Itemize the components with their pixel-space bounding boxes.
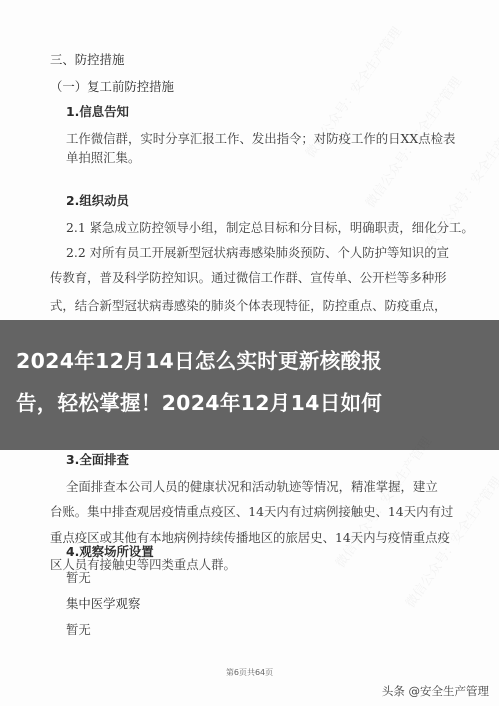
body-line: 台账。集中排查观居疫情重点疫区、14天内有过病例接触史、14天内有过 bbox=[50, 504, 454, 519]
title-banner bbox=[0, 320, 499, 450]
body-line: 单拍照汇集。 bbox=[66, 150, 141, 165]
body-line: 全面排查本公司人员的健康状况和活动轨迹等情况，精准掌握，建立 bbox=[66, 479, 438, 494]
heading-observation-site: 4.观察场所设置 bbox=[66, 544, 154, 559]
section-title: 三、防控措施 bbox=[50, 52, 125, 67]
page-number: 第6页共64页 bbox=[225, 668, 274, 677]
body-line: 暂无 bbox=[66, 622, 91, 637]
body-line: 式，结合新型冠状病毒感染的肺炎个体表现特征，防控重点、防疫重点， bbox=[50, 298, 447, 313]
subsection-title: （一）复工前防控措施 bbox=[50, 79, 174, 94]
watermark bbox=[330, 432, 435, 571]
body-line: 传教育，普及科学防控知识。通过微信工作群、宣传单、公开栏等多种形 bbox=[50, 270, 447, 285]
body-line: 区人员有接触史等四类重点人群。 bbox=[50, 557, 236, 572]
banner-title-line1: 2024年12月14日怎么实时更新核酸报 bbox=[16, 349, 383, 373]
source-label: 头条 @安全生产管理 bbox=[381, 684, 489, 698]
banner-title-line2: 告，轻松掌握！2024年12月14日如何 bbox=[16, 391, 383, 415]
body-line: 工作微信群，实时分享汇报工作、发出指令；对防疫工作的日XX点检表 bbox=[66, 131, 456, 146]
heading-medical-observation: 集中医学观察 bbox=[66, 596, 141, 611]
heading-info-notice: 1.信息告知 bbox=[66, 104, 129, 119]
source-attribution bbox=[382, 683, 489, 699]
body-line: 重点疫区或其他有本地病例持续传播地区的旅居史、14天内与疫情重点疫 bbox=[50, 530, 450, 545]
heading-screening: 3.全面排查 bbox=[66, 452, 129, 467]
body-line: 2.1 紧急成立防控领导小组，制定总目标和分目标，明确职责，细化分工。 bbox=[66, 220, 474, 235]
heading-mobilization: 2.组织动员 bbox=[66, 193, 129, 208]
body-line: 暂无 bbox=[66, 570, 91, 585]
body-line: 2.2 对所有员工开展新型冠状病毒感染肺炎预防、个人防护等知识的宣 bbox=[66, 245, 449, 260]
